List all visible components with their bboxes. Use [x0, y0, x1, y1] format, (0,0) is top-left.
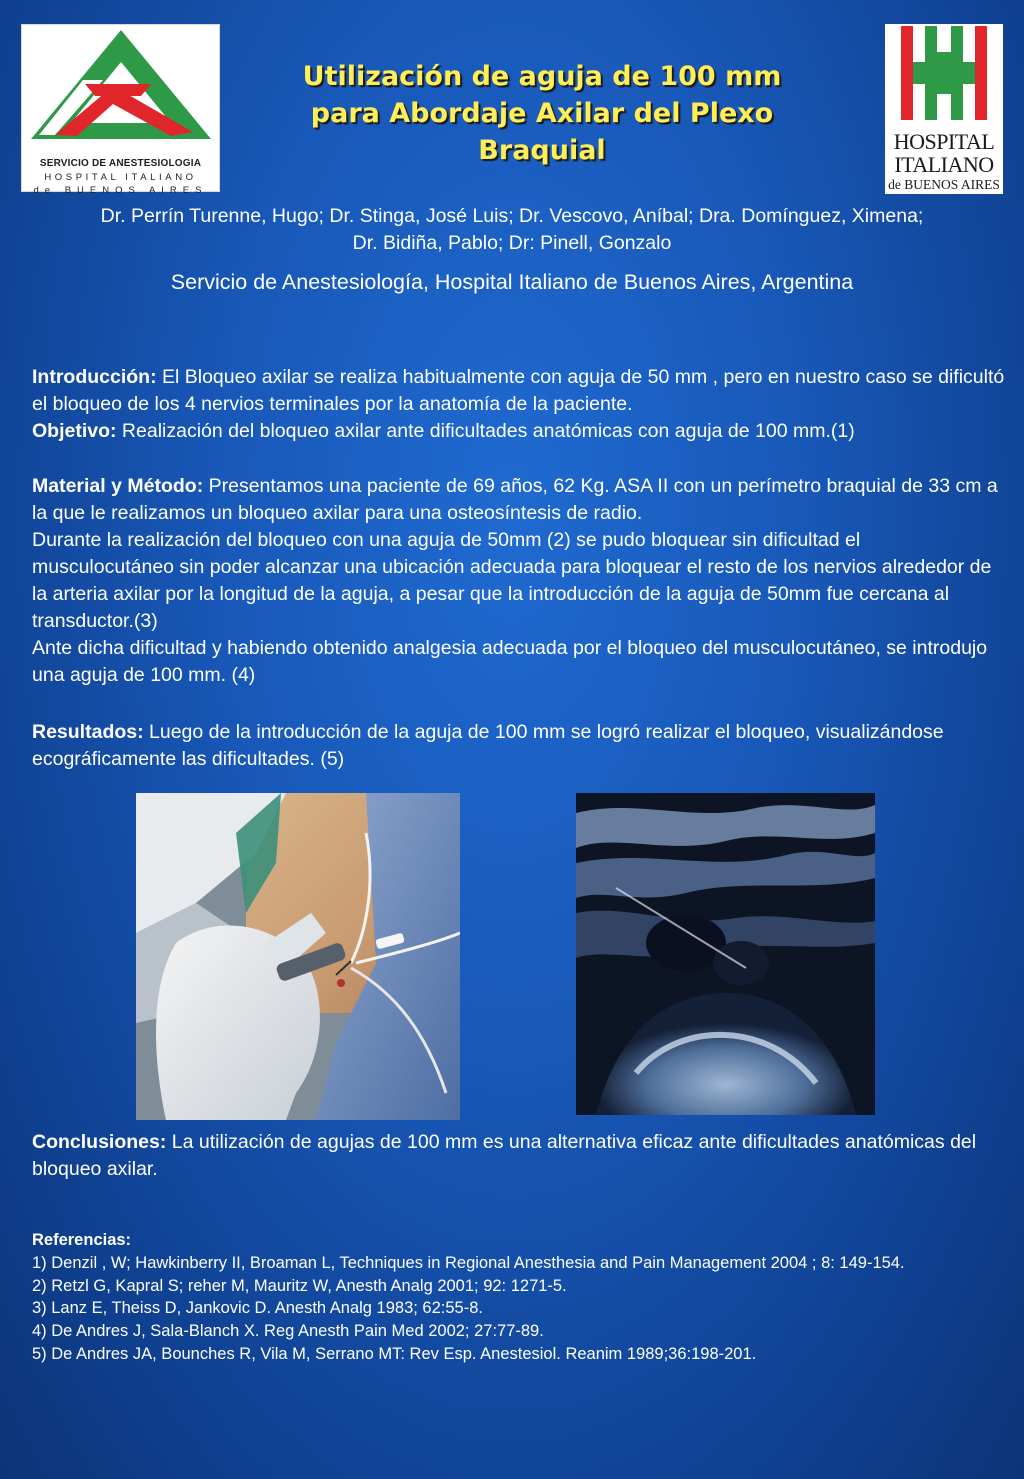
affiliation: Servicio de Anestesiología, Hospital Italiano de Buenos Aires, Argentina [170, 270, 854, 294]
reference-item: 5) De Andres JA, Bounches R, Vila M, Serrano MT: Rev Esp. Anestesiol. Reanim 1989;36:198-201. [32, 1344, 757, 1363]
authors-line2: Dr. Bidiña, Pablo; Dr: Pinell, Gonzalo [352, 232, 672, 254]
reference-item: 1) Denzil , W; Hawkinberry II, Broaman L, Techniques in Regional Anesthesia and Pain Management 2004 ; 8: 149-154. [32, 1253, 905, 1272]
results-text: Luego de la introducción de la aguja de 100 mm se logró realizar el bloqueo, visualizándose ecográficamente las dificultades. (5) [32, 721, 944, 770]
poster-title [240, 58, 844, 169]
title-line2: para Abordaje Axilar del Plexo [310, 98, 774, 129]
references-section [32, 1229, 1007, 1366]
hospital-logo-line1: HOSPITAL [893, 129, 995, 154]
hospital-logo-line3: de BUENOS AIRES [888, 177, 1000, 192]
procedure-photo [136, 793, 460, 1120]
logo-left-line2: HOSPITAL ITALIANO [44, 172, 197, 183]
introduction-label: Introducción: [32, 366, 157, 388]
title-line3: Braquial [478, 135, 606, 166]
title-line1: Utilización de aguja de 100 mm [302, 61, 782, 92]
logo-left-line3: de BUENOS AIRES [33, 185, 208, 196]
methods-text-3: Ante dicha dificultad y habiendo obtenido analgesia adecuada por el bloqueo del musculocutáneo, se introdujo una aguja de 100 mm. (4) [32, 637, 988, 686]
conclusions-section [32, 1129, 1007, 1183]
reference-item: 2) Retzl G, Kapral S; reher M, Mauritz W, Anesth Analg 2001; 92: 1271-5. [32, 1276, 567, 1295]
authors [22, 203, 1002, 257]
conclusions-text: La utilización de agujas de 100 mm es una alternativa eficaz ante dificultades anatómicas del bloqueo axilar. [32, 1131, 977, 1180]
conclusions-label: Conclusiones: [32, 1131, 167, 1153]
methods-section [32, 473, 1007, 689]
methods-text-2: Durante la realización del bloqueo con una aguja de 50mm (2) se pudo bloquear sin dificultad el musculocutáneo sin poder alcanzar una ubicación adecuada para bloquear el resto de los nervios alrededor de la arteria axilar por la longitud de la aguja, a pesar que la introducción de la aguja de 50mm fue cercana al transductor.(3) [32, 529, 992, 632]
results-section [32, 719, 1007, 773]
introduction-text: El Bloqueo axilar se realiza habitualmente con aguja de 50 mm , pero en nuestro caso se dificultó el bloqueo de los 4 nervios terminales por la anatomía de la paciente. [32, 366, 1005, 415]
methods-label: Material y Método: [32, 475, 204, 497]
objective-text: Realización del bloqueo axilar ante dificultades anatómicas con aguja de 100 mm.(1) [116, 420, 855, 442]
logo-left-line1: SERVICIO DE ANESTESIOLOGIA [39, 158, 202, 169]
anesthesiology-service-logo [21, 24, 220, 196]
methods-text: Presentamos una paciente de 69 años, 62 Kg. ASA II con un perímetro braquial de 33 cm a la que le realizamos un bloqueo axilar para una osteosíntesis de radio. [32, 475, 998, 524]
hospital-cross-icon [885, 24, 1003, 124]
introduction-section [32, 364, 1007, 445]
authors-line1: Dr. Perrín Turenne, Hugo; Dr. Stinga, José Luis; Dr. Vescovo, Aníbal; Dra. Domínguez, Ximena; [100, 205, 924, 227]
hospital-logo-line2: ITALIANO [894, 152, 994, 177]
reference-item: 4) De Andres J, Sala-Blanch X. Reg Anesth Pain Med 2002; 27:77-89. [32, 1322, 544, 1341]
results-label: Resultados: [32, 721, 144, 743]
references-title: Referencias: [32, 1231, 132, 1249]
objective-label: Objetivo: [32, 420, 117, 442]
reference-item: 3) Lanz E, Theiss D, Jankovic D. Anesth Analg 1983; 62:55-8. [32, 1299, 483, 1318]
hospital-italiano-logo [885, 24, 1003, 194]
ultrasound-image [576, 793, 875, 1115]
